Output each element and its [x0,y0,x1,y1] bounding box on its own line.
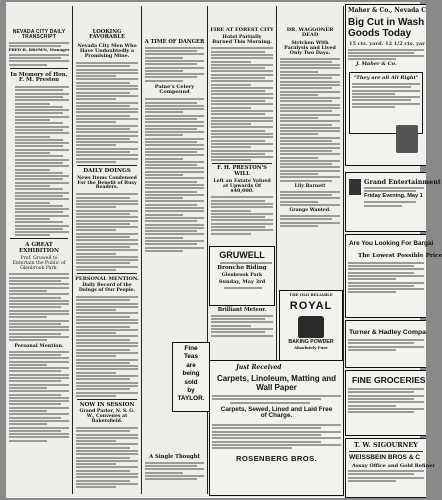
subheading-now-in-session: Grand Parlor, N. S. G. W., Convenes at Bakersfield. [79,409,135,425]
heading-personal-mention-2: PERSONAL MENTION. [75,276,139,283]
heading-preston-will: F. H. PRESTON'S WILL [217,165,267,177]
column-rule [72,6,73,494]
fine-teas-line: Fine [184,345,198,352]
heading-fire-forest-city: FIRE AT FOREST CITY [210,27,274,33]
just-received: Just Received [236,364,282,371]
subheading-exhibition: Prof. Gruwell to Entertain the Public of Glenbrook Park. [12,256,66,271]
fine-teas-line: are [186,361,196,369]
fine-groceries-ad [345,370,426,436]
fine-teas-line: sold [184,378,198,386]
subheading-daily-doings: News Items Condensed For the Benefit of Busy Readers. [77,175,137,191]
grand-entertainment-ad [345,172,441,232]
rosenberg-ad [209,360,344,496]
column-4-lower [209,306,275,346]
weissbein-subtitle: Assay Office and Gold Refiner [352,462,435,469]
grand-entertainment-date: Friday Evening, May 1 [364,193,423,200]
heading-time-of-danger: A TIME OF DANGER [144,39,205,45]
newspaper-page [6,2,442,498]
heading-brilliant-meteor: Brilliant Meteor. [217,307,267,313]
carpets-headline: Carpets, Linoleum, Matting and Wall Paper [216,374,337,392]
heading-great-exhibition: A GREAT EXHIBITION [19,242,59,255]
gruwell-day: Sunday, May 3rd [218,279,266,286]
fine-teas-line: being [182,370,200,378]
fine-teas-line: by [187,387,195,395]
gruwell-subtitle: Broncho Riding [217,264,267,271]
fine-groceries-title: FINE GROCERIES [352,375,426,385]
royal-top-line: THE OLD RELIABLE [289,292,333,297]
heading-single-thought: A Single Thought [149,454,200,460]
turner-hadley-title: Turner & Hadley Compa [349,329,426,336]
column-rule [207,6,208,494]
column-3-lower [143,414,206,498]
subheading-looking-favorable: Nevada City Men Who Have Undoubtedly a Promising Mine. [77,42,137,59]
emblem-icon [349,179,361,195]
royal-note: Absolutely Pure [294,344,328,350]
sigourney-weissbein-ads [345,438,435,498]
maher-title: Maher & Co., Nevada C [348,7,427,14]
column-1 [7,2,71,498]
turner-hadley-ad [345,320,426,368]
heading-personal-mention-1: Personal Mention. [14,343,64,350]
royal-title: ROYAL [289,299,333,312]
all-right-ad [349,72,423,134]
heading-now-in-session: NOW IN SESSION [79,401,135,408]
gruwell-place: Glenbrook Park [221,272,263,278]
subheading-personal-mention-2: Daily Record of the Doings of Our People. [78,283,136,294]
paines-celery-compound: Paine's Celery Compound [154,83,195,95]
all-right-headline: "They are all All Right" [353,74,419,81]
shoe-icon [396,125,418,153]
rosenberg-signature: ROSENBERG BROS. [235,454,318,464]
masthead-editor: FRED R. BROWN, Manager [8,47,70,53]
maher-signature: J. Maher & Co. [356,61,397,68]
subheading-fire: Hotel Partially Burned This Morning. [212,34,272,46]
big-cut-headline: Big Cut in Wash Goods Today [348,17,425,40]
gruwell-ad [209,246,275,306]
bargains-headline: Are You Looking For Bargai [349,240,434,247]
fine-teas-line: Teas [183,353,199,361]
poem-title: In Memory of Hon. F. M. Preston [10,71,68,84]
heading-lily-barnett: Lily Barnett [294,183,326,189]
subheading-dr-waggoner: Stricken With Paralysis and Lived Only Two Days. [284,39,336,56]
wash-goods-prices: 15 cts. yard. 12 1/2 cts. yar [349,41,425,48]
lowest-price-line: The Lowest Possible Price [358,252,442,259]
heading-daily-doings: DAILY DOINGS [83,167,131,174]
baking-powder-can-icon [298,316,324,338]
heading-grange-wanted: Grange Wanted. [289,207,331,213]
fine-teas-ad [172,342,210,412]
grand-entertainment-title: Grand Entertainment [364,178,441,186]
heading-dr-waggoner: DR. WAGGONER DEAD [286,27,334,39]
column-rule [141,6,142,494]
maher-ad [345,4,426,166]
bargains-ad [345,234,442,318]
subheading-preston-will: Left an Estate Valued at Upwards Of $40,000. [213,178,271,195]
column-6 [345,2,442,498]
masthead-title: NEVADA CITY DAILY TRANSCRIPT [12,29,66,41]
heading-looking-favorable: LOOKING FAVORABLE [89,29,125,41]
carpets-sewn-line: Carpets, Sewed, Lined and Laid Free of Charge. [220,405,333,420]
sigourney-title: T. W. SIGOURNEY [354,441,418,449]
gruwell-title: GRUWELL [219,250,265,260]
weissbein-title: WEISSBEIN BROS & C [349,453,421,461]
royal-subtitle: BAKING POWDER [288,338,334,345]
fine-teas-line: TAYLOR. [177,395,205,403]
royal-baking-powder-ad [279,290,343,362]
column-2 [74,2,140,498]
